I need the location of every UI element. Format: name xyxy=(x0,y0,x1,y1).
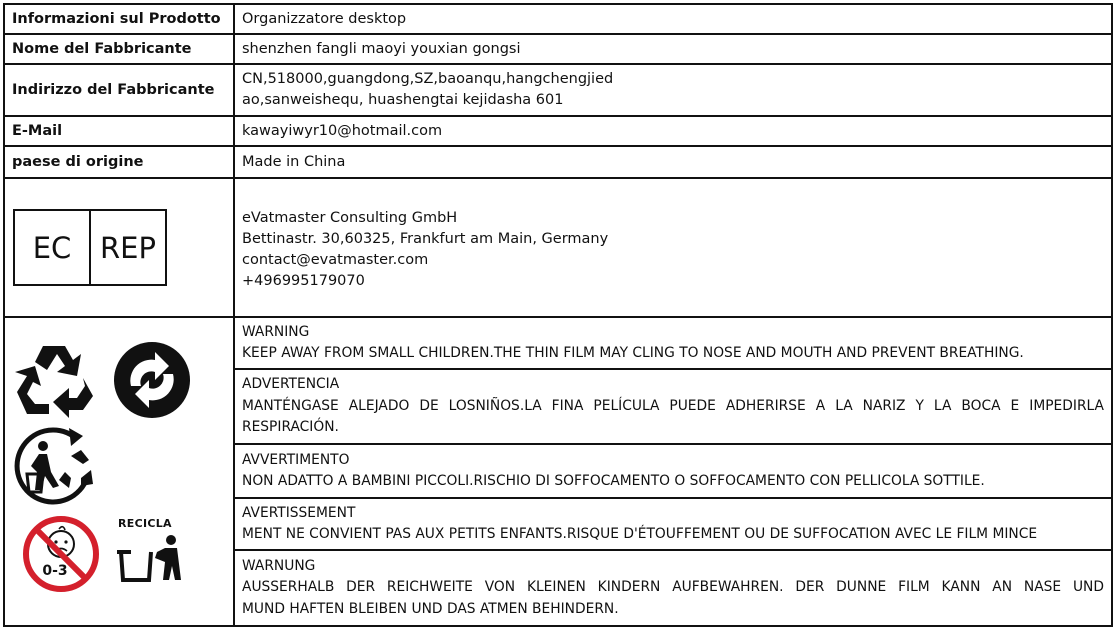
ec-rep-email: contact@evatmaster.com xyxy=(242,251,429,268)
warning-it xyxy=(234,444,1112,498)
recycling-icon xyxy=(13,342,95,418)
ec-rep-symbol xyxy=(13,209,167,286)
warning-es xyxy=(234,369,1112,444)
label-address: Indirizzo del Fabbricante xyxy=(4,64,234,116)
row-warning-en xyxy=(4,317,1112,369)
age-warning-icon xyxy=(21,514,101,594)
ec-rep-details xyxy=(234,178,1112,317)
row-address xyxy=(4,64,1112,116)
label-origin: paese di origine xyxy=(4,146,234,178)
warning-es-text-2: RESPIRACIÓN. xyxy=(242,419,339,436)
ec-rep-company: eVatmaster Consulting GmbH xyxy=(242,209,458,226)
ec-rep-phone: +496995179070 xyxy=(242,272,365,289)
recicla-label: RECICLA xyxy=(118,517,172,530)
warning-it-text: NON ADATTO A BAMBINI PICCOLI.RISCHIO DI SOFFOCAMENTO O SOFFOCAMENTO CON PELLICOLA SOTTILE. xyxy=(242,473,985,489)
value-email: kawayiwyr10@hotmail.com xyxy=(234,116,1112,146)
warning-es-title: ADVERTENCIA xyxy=(242,376,340,393)
warning-en xyxy=(234,317,1112,369)
label-email: E-Mail xyxy=(4,116,234,146)
ec-box: EC xyxy=(15,211,91,284)
label-manufacturer: Nome del Fabbricante xyxy=(4,34,234,64)
warning-es-text-1: MANTÉNGASE ALEJADO DE LOSNIÑOS.LA FINA PELÍCULA PUEDE ADHERIRSE A LA NARIZ Y LA BOCA E IMPEDIRLA xyxy=(242,397,1104,414)
ec-rep-street: Bettinastr. 30,60325, Frankfurt am Main, Germany xyxy=(242,230,609,247)
warning-en-title: WARNING xyxy=(242,323,310,340)
label-product: Informazioni sul Prodotto xyxy=(4,4,234,34)
row-manufacturer xyxy=(4,34,1112,64)
address-line-2: ao,sanweishequ, huashengtai kejidasha 601 xyxy=(242,92,564,108)
warning-de-title: WARNUNG xyxy=(242,557,316,574)
warning-fr xyxy=(234,498,1112,550)
warning-de xyxy=(234,550,1112,626)
value-product: Organizzatore desktop xyxy=(234,4,1112,34)
warning-de-text-2: MUND HAFTEN BLEIBEN UND DAS ATMEN BEHINDERN. xyxy=(242,600,619,617)
product-info-table xyxy=(3,3,1113,627)
row-product xyxy=(4,4,1112,34)
tidyman-recycle-icon xyxy=(13,426,97,506)
warning-it-title: AVVERTIMENTO xyxy=(242,451,350,468)
value-address xyxy=(234,64,1112,116)
recicla-bin-icon xyxy=(115,532,189,592)
warning-de-text-1: AUSSERHALB DER REICHWEITE VON KLEINEN KINDERN AUFBEWAHREN. DER DUNNE FILM KANN AN NASE UND xyxy=(242,579,1104,596)
warning-fr-text: MENT NE CONVIENT PAS AUX PETITS ENFANTS.RISQUE D'ÉTOUFFEMENT OU DE SUFFOCATION AVEC LE FILM MINCE xyxy=(242,526,1038,542)
row-ec-rep xyxy=(4,178,1112,317)
symbols-panel xyxy=(5,318,219,623)
warning-fr-title: AVERTISSEMENT xyxy=(242,504,356,521)
value-origin: Made in China xyxy=(234,146,1112,178)
rep-box: REP xyxy=(100,230,156,265)
row-origin xyxy=(4,146,1112,178)
warning-en-text: KEEP AWAY FROM SMALL CHILDREN.THE THIN FILM MAY CLING TO NOSE AND MOUTH AND PREVENT BREATHING. xyxy=(242,345,1024,361)
value-manufacturer: shenzhen fangli maoyi youxian gongsi xyxy=(234,34,1112,64)
age-label: 0-3 xyxy=(42,563,68,579)
green-dot-icon xyxy=(111,340,193,420)
address-line-1: CN,518000,guangdong,SZ,baoanqu,hangchengjied xyxy=(242,71,614,87)
symbols-cell xyxy=(4,317,234,626)
ec-rep-symbol-cell xyxy=(4,178,234,317)
row-email xyxy=(4,116,1112,146)
